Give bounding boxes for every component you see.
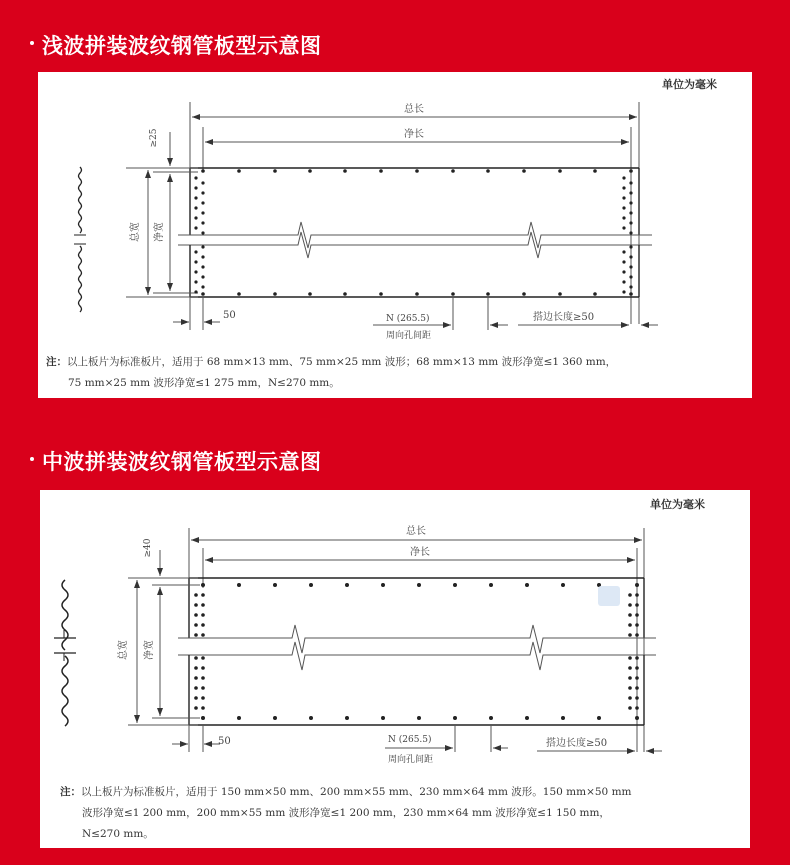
net-length-label: 净长 [404,129,424,140]
diagram-panel-shallow-wave [38,72,752,398]
hole-spacing-label: N (265.5) [386,314,430,324]
watermark-icon [598,586,620,606]
hole-spacing-label: N (265.5) [388,735,432,745]
top-margin-label: ≥25 [149,128,159,148]
net-width-label: 净宽 [144,640,155,660]
top-margin-label: ≥40 [143,538,153,558]
hole-spacing-desc: 周向孔间距 [386,331,432,341]
total-length-label: 总长 [406,526,426,537]
total-length-label: 总长 [404,104,424,115]
unit-label: 单位为毫米 [662,78,717,91]
overlap-label: 搭边长度≥50 [533,312,595,323]
overlap-label: 搭边长度≥50 [546,738,608,749]
bullet-icon [30,41,34,45]
note-text: 注：以上板片为标准板片，适用于 68 mm×13 mm、75 mm×25 mm 波形；68 mm×13 mm 波形净宽≤1 360 mm， 75 mm×25 mm 波形净宽≤1 275 mm，N≤270 mm。 [46,356,617,389]
edge-distance-label: 50 [223,310,236,321]
shallow-wave-plate-diagram [38,72,752,398]
bullet-icon [30,457,34,461]
net-width-label: 净宽 [154,222,165,242]
note-text: 注：以上板片为标准板片，适用于 150 mm×50 mm、200 mm×55 mm、230 mm×64 mm 波形。150 mm×50 mm 波形净宽≤1 200 mm，200 mm×55 mm 波形净宽≤1 200 mm，230 mm×64 mm 波形净宽≤1 150 mm， N≤270 mm。 [60,786,632,840]
net-length-label: 净长 [410,547,430,558]
section-title-medium-wave: 中波拼装波纹钢管板型示意图 [30,446,322,476]
total-width-label: 总宽 [118,640,129,660]
hole-spacing-desc: 周向孔间距 [388,755,434,765]
unit-label: 单位为毫米 [650,498,705,511]
section-title-shallow-wave: 浅波拼装波纹钢管板型示意图 [30,30,322,60]
edge-distance-label: 50 [218,736,231,747]
diagram-panel-medium-wave [40,490,750,848]
total-width-label: 总宽 [130,222,141,242]
